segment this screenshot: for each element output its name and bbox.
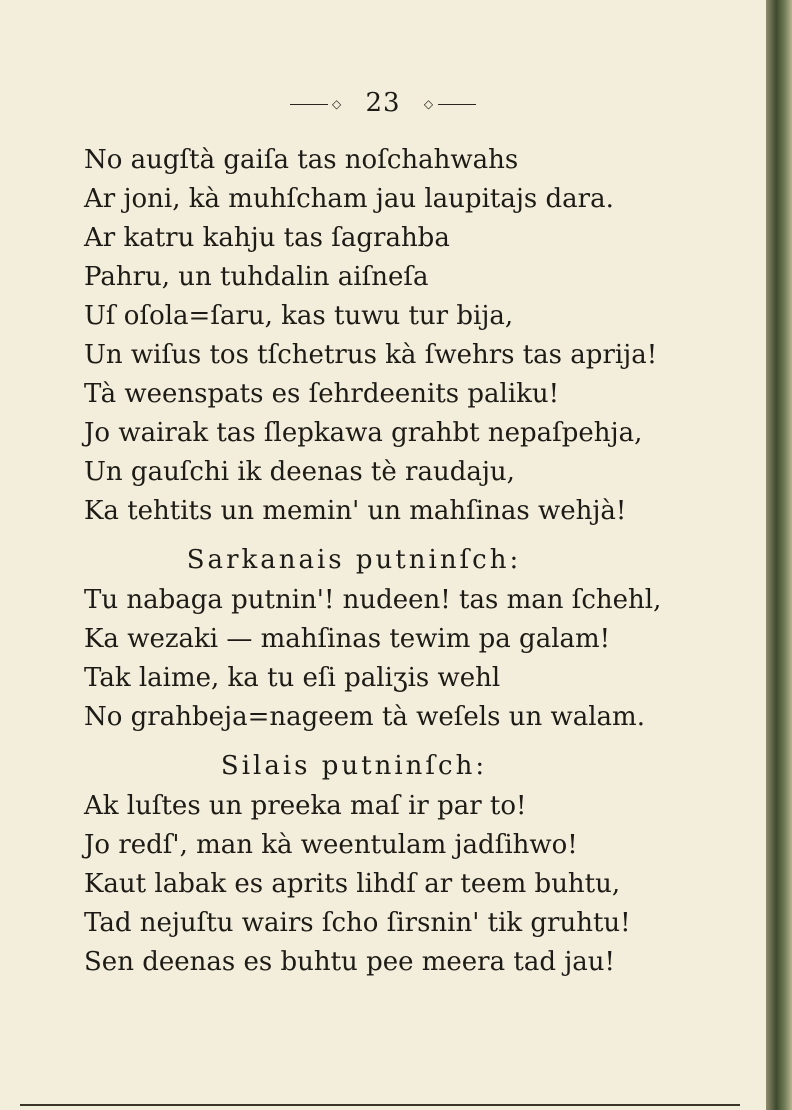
speaker-heading-red-bird: Sarkanais putninſch: <box>186 545 522 575</box>
page-bottom-edge <box>20 1104 740 1106</box>
verse-line: Ar joni, kà muhſcham jau laupitajs dara. <box>84 184 614 214</box>
verse-line: Sen deenas es buhtu pee meera tad jau! <box>84 947 615 977</box>
stanza-1 <box>84 141 734 531</box>
poem-text <box>84 141 734 982</box>
verse-line: No augſtà gaiſa tas noſchahwahs <box>84 145 519 175</box>
book-binding-edge <box>766 0 792 1110</box>
verse-line: Ka wezaki — mahſinas tewim pa galam! <box>84 624 611 654</box>
header-rule-left <box>290 104 328 105</box>
verse-line: Uſ oſola=ſaru, kas tuwu tur bija, <box>84 301 514 331</box>
page-number: 23 <box>365 88 401 118</box>
header-rule-right <box>438 104 476 105</box>
verse-line: Tad nejuſtu wairs ſcho ſirsnin' tik gruhtu! <box>84 908 631 938</box>
verse-line: Un gauſchi ik deenas tè raudaju, <box>84 457 515 487</box>
stanza-3 <box>84 787 734 982</box>
verse-line: Jo wairak tas ſlepkawa grahbt nepaſpehja, <box>84 418 643 448</box>
verse-line: Ak luſtes un preeka maſ ir par to! <box>84 791 527 821</box>
verse-line: Ka tehtits un memin' un mahſinas wehjà! <box>84 496 627 526</box>
speaker-heading-blue-bird: Silais putninſch: <box>220 751 488 781</box>
verse-line: Pahru, un tuhdalin aiſneſa <box>84 262 429 292</box>
verse-line: Un wiſus tos tſchetrus kà ſwehrs tas aprija! <box>84 340 658 370</box>
verse-line: Kaut labak es aprits lihdſ ar teem buhtu, <box>84 869 621 899</box>
header-ornament-right: ◇ <box>423 97 435 111</box>
stanza-2 <box>84 581 734 737</box>
verse-line: Tak laime, ka tu eſi paliʒis wehl <box>84 663 501 693</box>
verse-line: No grahbeja=nageem tà weſels un walam. <box>84 702 645 732</box>
page-header <box>0 88 766 118</box>
verse-line: Tu nabaga putnin'! nudeen! tas man ſchehl, <box>84 585 662 615</box>
verse-line: Jo redſ', man kà weentulam jadſihwo! <box>84 830 578 860</box>
verse-line: Tà weenspats es ſehrdeenits paliku! <box>84 379 560 409</box>
verse-line: Ar katru kahju tas ſagrahba <box>84 223 450 253</box>
header-ornament-left: ◇ <box>331 97 343 111</box>
